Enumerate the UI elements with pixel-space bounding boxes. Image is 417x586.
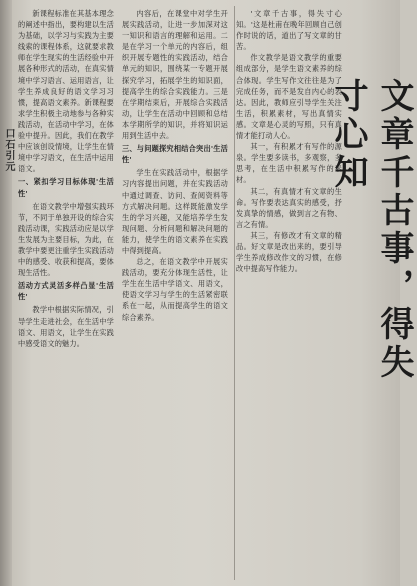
section-heading: 三、与问题探究相结合突出'生活性' [122,144,228,165]
paragraph: 内容后，在课堂中对学生开展实践活动，让进一步加深对这一知识和语言的理解和运用。二是在学习一个单元的内容后，组织开展专题性的实践活动，结合单元的知识，围绕某一专题开展探究学习，拓展学生的知识面，提高学生的综合实践能力。三是在学期结束后，开展综合实践活动，让学生在活动中回顾和总结本学期所学的知识，并将知识运用到生活中去。 [122,9,228,141]
article-title-band [328,78,414,408]
paragraph: 教学中根据实际情况，引导学生走进社会，在生活中学语文、用语文，让学生在实践中感受语文的魅力。 [18,305,114,348]
section-heading: 一、紧扣学习目标体现'生活性' [18,177,114,198]
article-column-2 [122,8,228,578]
section-side-label: 口石引元 [3,128,14,172]
paragraph: 学生在实践活动中，根据学习内容提出问题，并在实践活动中通过调查、访问、查阅资料等方式解决问题。这样既能激发学生的学习兴趣，又能培养学生发现问题、分析问题和解决问题的能力，使学生的语文素养在实践中得到提高。 [122,168,228,255]
paragraph: 其三，有修改才有文章的精品。好文章是改出来的，要引导学生养成修改作文的习惯，在修改中提高写作能力。 [236,230,342,274]
paragraph: 新课程标准在其基本理念的阐述中指出，要构建以生活为基础，以学习与实践为主要线索的课程体系，这就要求教师在学生现实的生活经验中开展各种形式的活动，在真实情境中学习语言、运用语言，让学生养成良好的语文学习习惯，提高语文素养。新课程要求学生积极主动地参与各种实践活动，在活动中学习，在体验中提升。因此，我们在教学中应该创设情境，让学生在情境中学习语文，在生活中运用语文。 [18,9,114,174]
paragraph: 作文教学是语文教学的重要组成部分，是学生语文素养的综合体现。学生写作文往往是为了完成任务，而不是发自内心的表达。因此，教师应引导学生关注生活，积累素材，写出真情实感。文章是心灵的写照，只有真情才能打动人心。 [236,53,342,141]
article-column-1 [18,8,114,578]
article-title: 文章千古事，得失寸心知 [328,78,414,382]
paragraph: 其一，有积累才有写作的源泉。学生要多读书，多观察，多思考，在生活中积累写作的素材。 [236,142,342,185]
paragraph: 其二，有真情才有文章的生命。写作要表达真实的感受，抒发真挚的情感，做到言之有物、言之有情。 [236,186,342,229]
column-divider [234,6,235,580]
paragraph: '文章千古事，得失寸心知。'这是杜甫在晚年回顾自己创作时说的话，道出了写文章的甘苦。 [236,9,342,52]
paragraph: 在语文教学中增强实践环节，不同于单独开设的综合实践活动课，实践活动应是以学生发展为主要目标，为此，在教学中要更注重学生实践活动中的感受、收获和提高，要体现生活性。 [18,201,114,278]
section-heading: 活动方式灵活多样凸显'生活性' [18,281,114,302]
paragraph: 总之，在语文教学中开展实践活动，要充分体现生活性，让学生在生活中学语文、用语文，使语文学习与学生的生活紧密联系在一起，从而提高学生的语文综合素养。 [122,257,228,322]
binding-gutter [0,0,12,586]
